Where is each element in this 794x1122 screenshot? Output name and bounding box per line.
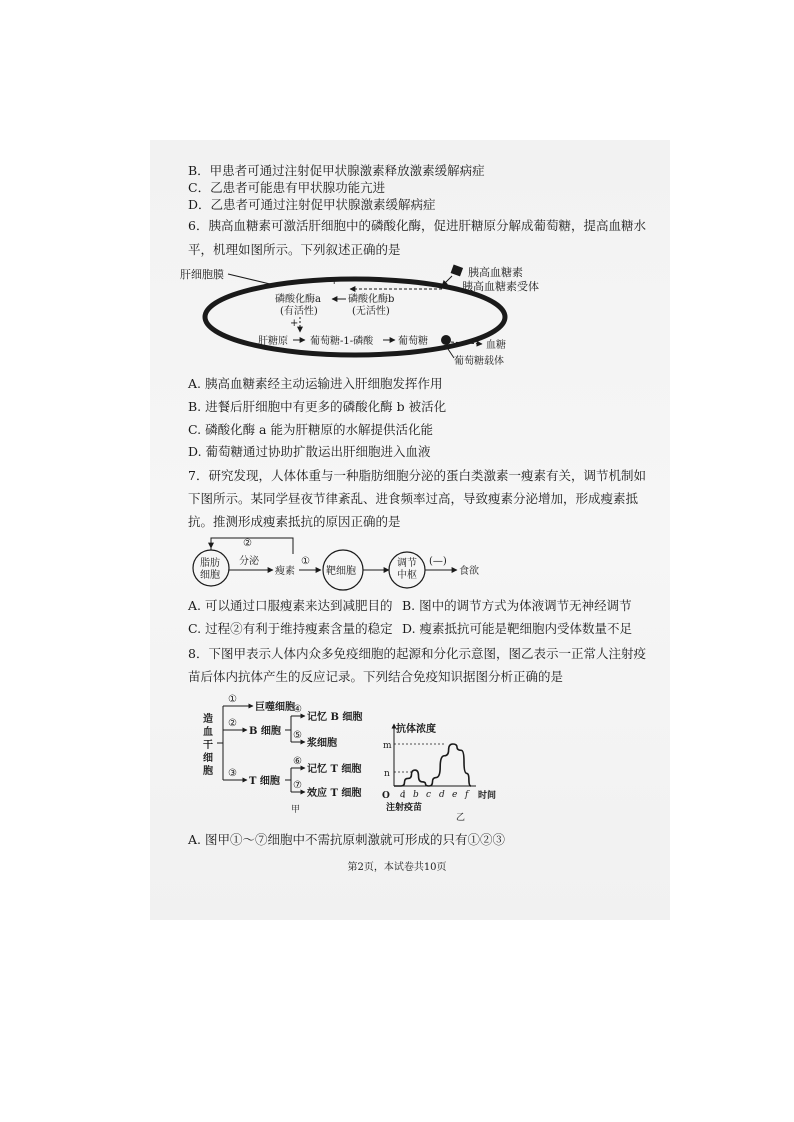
n5-label: ⑤ <box>293 730 302 741</box>
n7-label: ⑦ <box>293 780 302 791</box>
center-label-1: 调节 <box>397 558 417 569</box>
stem-cell-char-4: 细 <box>203 753 213 764</box>
q7-stem-line1: 7．研究发现，人体体重与一种脂肪细胞分泌的蛋白类激素一瘦素有关，调节机制如 <box>188 468 646 483</box>
y-axis-label: 抗体浓度 <box>396 724 436 735</box>
memory-b-label: 记忆 B 细胞 <box>307 712 363 723</box>
x-tick-e: e <box>452 790 458 800</box>
center-label-2: 中枢 <box>397 570 417 581</box>
plus-sign-1: + <box>330 276 339 287</box>
q7-option-b: B. 图中的调节方式为体液调节无神经调节 <box>402 598 632 613</box>
fat-cell-label-2: 细胞 <box>200 570 220 581</box>
leptin-label: 瘦素 <box>275 566 295 577</box>
q7-stem-line2: 下图所示。某同学昼夜节律紊乱、进食频率过高，导致瘦素分泌增加，形成瘦素抵 <box>188 491 639 506</box>
n6-label: ⑥ <box>293 756 302 767</box>
macrophage-label: 巨噬细胞 <box>255 702 295 713</box>
effector-t-label: 效应 T 细胞 <box>307 788 362 799</box>
blood-sugar-label: 血糖 <box>486 340 506 351</box>
x-axis-label: 时间 <box>478 791 497 801</box>
inject-label: 注射疫苗 <box>386 803 423 813</box>
glucagon-label: 胰高血糖素 <box>468 266 523 279</box>
stem-cell-char-3: 干 <box>203 740 213 751</box>
enzyme-b-state: (无活性) <box>352 306 390 317</box>
q5-option-c: C．乙患者可能患有甲状腺功能亢进 <box>188 180 386 195</box>
fat-cell-label-1: 脂肪 <box>200 558 220 569</box>
b-cell-label: B 细胞 <box>249 726 281 737</box>
q7-option-a: A. 可以通过口服瘦素来达到减肥目的 <box>188 598 393 613</box>
q5-option-d: D．乙患者可通过注射促甲状腺激素缓解病症 <box>188 197 436 212</box>
n2-label: ② <box>228 718 237 729</box>
origin-label: O <box>382 791 390 801</box>
q6-option-c: C. 磷酸化酶 a 能为肝糖原的水解提供活化能 <box>188 422 433 437</box>
plasma-cell-label: 浆细胞 <box>307 738 337 749</box>
plus-sign-2: + <box>290 318 299 329</box>
memory-t-label: 记忆 T 细胞 <box>307 764 362 775</box>
q6-option-d: D. 葡萄糖通过协助扩散运出肝细胞进入血液 <box>188 444 431 459</box>
x-tick-c: c <box>426 790 432 800</box>
q5-option-b: B．甲患者可通过注射促甲状腺激素释放激素缓解病症 <box>188 163 485 178</box>
glucose-carrier-label: 葡萄糖载体 <box>454 356 504 367</box>
antibody-curve <box>394 744 471 786</box>
stem-cell-char-2: 血 <box>203 727 213 738</box>
x-tick-b: b <box>413 790 419 800</box>
q6-stem-line1: 6．胰高血糖素可激活肝细胞中的磷酸化酶，促进肝糖原分解成葡萄糖，提高血糖水 <box>188 218 646 233</box>
q6-liver-cell-diagram <box>180 262 600 372</box>
caption-jia: 甲 <box>291 805 301 815</box>
stem-cell-char-1: 造 <box>203 714 213 725</box>
n4-label: ④ <box>293 704 302 715</box>
q8-diagram-jia <box>195 688 385 818</box>
caption-yi: 乙 <box>456 813 466 822</box>
q6-stem-line2: 平，机理如图所示。下列叙述正确的是 <box>188 242 401 257</box>
page-footer: 第2页，本试卷共10页 <box>347 862 447 873</box>
glucagon-shape <box>451 265 463 277</box>
q7-option-d: D. 瘦素抵抗可能是靶细胞内受体数量不足 <box>402 621 633 636</box>
appetite-label: 食欲 <box>459 566 479 577</box>
minus-label: (—) <box>429 556 447 567</box>
m-label: m <box>383 741 392 751</box>
glucose-label: 葡萄糖 <box>398 336 428 347</box>
step1-label: ① <box>301 556 310 567</box>
q8-option-a: A. 图甲①～⑦细胞中不需抗原刺激就可形成的只有①②③ <box>188 832 505 847</box>
q8-diagram-yi <box>380 718 500 822</box>
q6-option-a: A. 胰高血糖素经主动运输进入肝细胞发挥作用 <box>188 376 443 391</box>
target-cell-label: 靶细胞 <box>326 566 356 577</box>
q6-option-b: B. 进餐后肝细胞中有更多的磷酸化酶 b 被活化 <box>188 399 447 414</box>
enzyme-b-label: 磷酸化酶b <box>348 294 395 305</box>
q7-stem-line3: 抗。推测形成瘦素抵抗的原因正确的是 <box>188 514 401 529</box>
enzyme-a-state: (有活性) <box>280 306 318 317</box>
t-cell-label: T 细胞 <box>249 776 280 787</box>
glycogen-label: 肝糖原 <box>258 336 288 347</box>
q7-leptin-regulation-diagram <box>185 532 505 592</box>
q8-stem-line1: 8．下图甲表示人体内众多免疫细胞的起源和分化示意图，图乙表示一正常人注射疫 <box>188 646 646 661</box>
n1-label: ① <box>228 694 237 705</box>
glucagon-receptor-label: 胰高血糖素受体 <box>462 280 539 293</box>
x-tick-a: a <box>400 790 406 800</box>
glucose-carrier-shape <box>441 335 451 345</box>
x-tick-d: d <box>439 790 445 800</box>
secrete-label: 分泌 <box>239 556 259 567</box>
x-tick-f: f <box>465 790 469 800</box>
liver-membrane-label: 肝细胞膜 <box>180 268 224 281</box>
stem-cell-char-5: 胞 <box>203 766 213 777</box>
g1p-label: 葡萄糖-1-磷酸 <box>310 336 374 347</box>
enzyme-a-label: 磷酸化酶a <box>275 294 321 305</box>
q8-stem-line2: 苗后体内抗体产生的反应记录。下列结合免疫知识据图分析正确的是 <box>188 669 564 684</box>
n-label: n <box>384 769 390 779</box>
q7-option-c: C. 过程②有利于维持瘦素含量的稳定 <box>188 621 393 636</box>
n3-label: ③ <box>228 768 237 779</box>
step2-label: ② <box>243 538 252 549</box>
x-tick-labels <box>400 790 470 800</box>
